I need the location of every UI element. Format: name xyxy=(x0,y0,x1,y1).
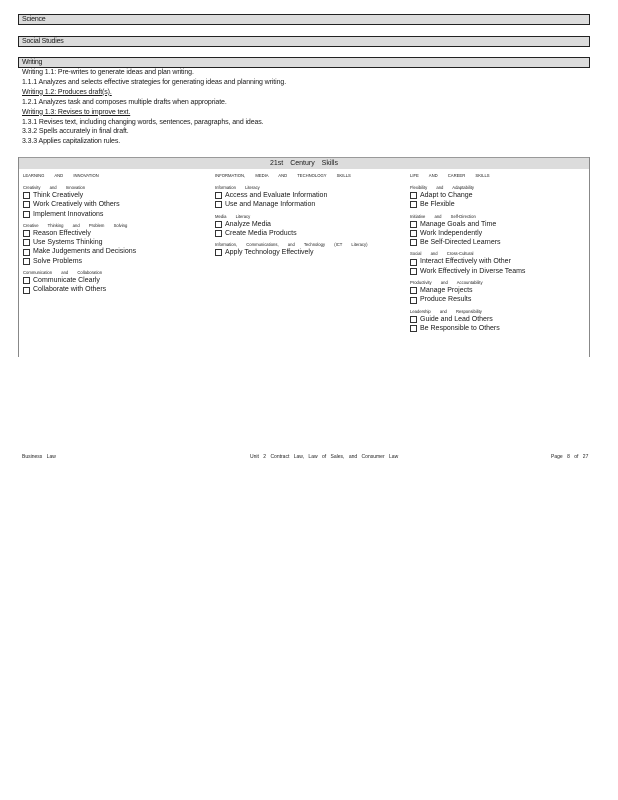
skill-checkbox-item[interactable] xyxy=(410,229,588,238)
checkbox[interactable] xyxy=(23,239,30,246)
checkbox[interactable] xyxy=(215,230,222,237)
skill-label: Analyze Media xyxy=(225,220,271,228)
skills-group-heading: Creative Thinking and Problem Solving xyxy=(23,222,128,228)
skill-checkbox-item[interactable] xyxy=(215,191,405,200)
checkbox[interactable] xyxy=(23,211,30,218)
checkbox[interactable] xyxy=(23,287,30,294)
checkbox[interactable] xyxy=(23,249,30,256)
skill-label: Create Media Products xyxy=(225,229,297,237)
checkbox[interactable] xyxy=(410,230,417,237)
information-media-technology-column xyxy=(215,173,405,257)
science-section-header xyxy=(18,14,590,25)
skill-checkbox-item[interactable] xyxy=(215,229,405,238)
checkbox[interactable] xyxy=(23,230,30,237)
checkbox[interactable] xyxy=(23,201,30,208)
skill-checkbox-item[interactable] xyxy=(23,257,213,266)
skill-checkbox-item[interactable] xyxy=(215,200,405,209)
social-studies-section-header xyxy=(18,36,590,47)
skill-checkbox-item[interactable] xyxy=(23,200,213,209)
skill-checkbox-item[interactable] xyxy=(410,295,588,304)
skill-checkbox-item[interactable] xyxy=(23,285,213,294)
learning-innovation-column xyxy=(23,173,213,295)
skill-checkbox-item[interactable] xyxy=(410,220,588,229)
skill-label: Produce Results xyxy=(420,296,472,304)
checkbox[interactable] xyxy=(215,192,222,199)
skill-checkbox-item[interactable] xyxy=(23,238,213,247)
writing-standard-line: 1.2.1 Analyzes task and composes multiple drafts when appropriate. xyxy=(22,98,227,106)
skill-label: Manage Goals and Time xyxy=(420,220,497,228)
checkbox[interactable] xyxy=(410,192,417,199)
checkbox[interactable] xyxy=(410,287,417,294)
skill-label: Access and Evaluate Information xyxy=(225,192,328,199)
skills-group-heading: Media Literacy xyxy=(215,213,251,219)
writing-standard-line: 1.3.1 Revises text, including changing words, sentences, paragraphs, and ideas. xyxy=(22,118,264,126)
checkbox[interactable] xyxy=(410,325,417,332)
21st-century-skills-panel xyxy=(18,157,590,357)
skill-label: Be Responsible to Others xyxy=(420,324,500,332)
social-studies-label: Social Studies xyxy=(22,38,64,45)
skill-label: Communicate Clearly xyxy=(33,277,100,285)
skill-label: Be Self-Directed Learners xyxy=(420,239,501,247)
checkbox[interactable] xyxy=(410,201,417,208)
skill-checkbox-item[interactable] xyxy=(23,276,213,285)
skill-label: Apply Technology Effectively xyxy=(225,249,314,257)
skill-checkbox-item[interactable] xyxy=(410,257,588,266)
skills-group-heading: Information, Communications, and Technology (ICT Literacy) xyxy=(215,242,368,248)
skill-label: Reason Effectively xyxy=(33,229,91,237)
writing-standard-line: Writing 1.2: Produces draft(s). xyxy=(22,88,112,96)
skills-group-heading: Communication and Collaboration xyxy=(23,270,103,276)
checkbox[interactable] xyxy=(410,221,417,228)
skills-group-heading: Information Literacy xyxy=(215,185,260,190)
skill-checkbox-item[interactable] xyxy=(410,200,588,209)
skill-label: Guide and Lead Others xyxy=(420,315,493,323)
skill-label: Collaborate with Others xyxy=(33,286,107,294)
skill-label: Be Flexible xyxy=(420,201,455,209)
skill-label: Make Judgements and Decisions xyxy=(33,248,137,256)
checkbox[interactable] xyxy=(23,277,30,284)
checkbox[interactable] xyxy=(23,192,30,199)
skills-column-heading: INFORMATION, MEDIA AND TECHNOLOGY SKILLS xyxy=(215,173,351,178)
checkbox[interactable] xyxy=(410,297,417,304)
skill-label: Use Systems Thinking xyxy=(33,239,103,247)
writing-label: Writing xyxy=(22,59,43,66)
skill-checkbox-item[interactable] xyxy=(23,247,213,256)
checkbox[interactable] xyxy=(215,201,222,208)
skills-column-heading: LEARNING AND INNOVATION xyxy=(23,173,99,178)
skill-label: Work Creatively with Others xyxy=(33,201,120,209)
skill-label: Use and Manage Information xyxy=(225,201,316,209)
footer-course: Business Law xyxy=(22,454,56,460)
skill-checkbox-item[interactable] xyxy=(410,315,588,324)
skills-group-heading: Social and Cross-Cultural xyxy=(410,251,474,257)
checkbox[interactable] xyxy=(410,316,417,323)
writing-standard-line: 3.3.2 Spells accurately in final draft. xyxy=(22,128,129,136)
skill-checkbox-item[interactable] xyxy=(410,267,588,276)
skill-label: Work Independently xyxy=(420,229,483,237)
skills-group-heading: Initiative and Self-Direction xyxy=(410,213,476,219)
checkbox[interactable] xyxy=(410,268,417,275)
skill-checkbox-item[interactable] xyxy=(215,248,405,257)
writing-standard-line: Writing 1.3: Revises to improve text. xyxy=(22,108,131,116)
skill-checkbox-item[interactable] xyxy=(410,286,588,295)
skills-group-heading: Flexibility and Adaptability xyxy=(410,185,474,190)
writing-standard-line: 1.1.1 Analyzes and selects effective strategies for generating ideas and planning writing. xyxy=(22,78,287,86)
footer-page-number: Page 8 of 27 xyxy=(551,454,589,460)
checkbox[interactable] xyxy=(410,259,417,266)
skill-checkbox-item[interactable] xyxy=(410,238,588,247)
science-label: Science xyxy=(22,16,46,23)
skill-label: Think Creatively xyxy=(33,192,84,199)
skills-group-heading: Leadership and Responsibility xyxy=(410,308,482,314)
skills-title: 21st Century Skills xyxy=(19,157,589,169)
checkbox[interactable] xyxy=(215,221,222,228)
writing-standard-line: Writing 1.1: Pre-writes to generate ideas and plan writing. xyxy=(22,69,194,76)
skill-checkbox-item[interactable] xyxy=(23,229,213,238)
skill-checkbox-item[interactable] xyxy=(23,191,213,200)
skill-label: Adapt to Change xyxy=(420,192,473,199)
skill-label: Interact Effectively with Other xyxy=(420,258,511,266)
skill-label: Solve Problems xyxy=(33,257,83,265)
skills-group-heading: Creativity and Innovation xyxy=(23,185,86,190)
skill-label: Work Effectively in Diverse Teams xyxy=(420,267,526,275)
writing-standard-line: 3.3.3 Applies capitalization rules. xyxy=(22,138,121,146)
skill-checkbox-item[interactable] xyxy=(410,191,588,200)
skill-label: Manage Projects xyxy=(420,287,473,295)
skill-checkbox-item[interactable] xyxy=(215,220,405,229)
checkbox[interactable] xyxy=(215,249,222,256)
writing-section-header xyxy=(18,57,590,68)
writing-standards-list xyxy=(22,68,582,147)
skill-label: Implement Innovations xyxy=(33,210,104,218)
checkbox[interactable] xyxy=(23,258,30,265)
checkbox[interactable] xyxy=(410,239,417,246)
life-career-column xyxy=(410,173,588,333)
skills-column-heading: LIFE AND CAREER SKILLS xyxy=(410,173,490,178)
footer-unit: Unit 2 Contract Law, Law of Sales, and Consumer Law xyxy=(250,454,399,460)
skills-group-heading: Productivity and Accountability xyxy=(410,280,483,286)
skill-checkbox-item[interactable] xyxy=(23,210,213,219)
skill-checkbox-item[interactable] xyxy=(410,324,588,333)
